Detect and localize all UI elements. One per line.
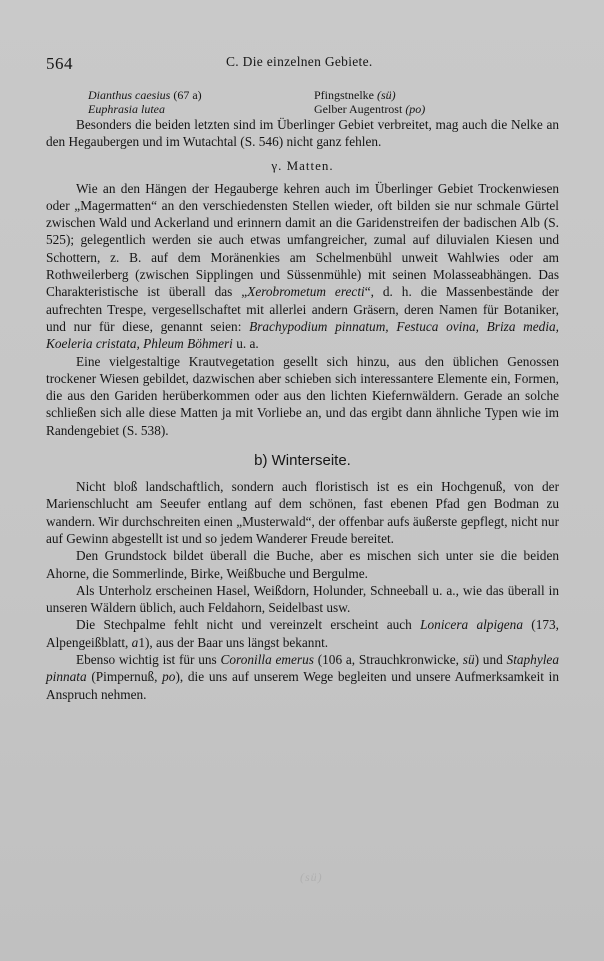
species-common-name: Gelber Augentrost xyxy=(314,102,406,116)
running-head: C. Die einzelnen Gebiete. xyxy=(226,54,373,69)
section-heading-winterseite: b) Winterseite. xyxy=(254,452,351,470)
species-region: (po) xyxy=(405,102,426,116)
bleed-through-text: (sü) xyxy=(300,870,323,884)
species-latin-name: Euphrasia lutea xyxy=(88,102,165,116)
species-ref: (67 a) xyxy=(170,88,202,102)
page-number: 564 xyxy=(46,54,73,73)
page-body xyxy=(46,88,559,703)
winterseite-paragraph-1: Nicht bloß landschaftlich, sondern auch floristisch ist es ein Hochgenuß, von der Marienschlucht am Seeufer entlang auf dem schönen, fast ebenen Pfad gen Bodman zu wandern. Wir durchschreiten einen „Musterwald“, der offenbar aufs äußerste gepflegt, nicht nur auf Gewinn abgestellt ist und so jedem Wanderer Freude bereitet. xyxy=(46,479,559,546)
species-latin-name: Dianthus caesius xyxy=(88,88,171,102)
species-list xyxy=(88,88,559,116)
species-region: (sü) xyxy=(377,88,396,102)
subsection-heading-matten: γ. Matten. xyxy=(271,157,334,173)
species-row xyxy=(88,88,559,102)
winterseite-paragraph-5: Ebenso wichtig ist für uns Coronilla emerus (106 a, Strauchkronwicke, sü) und Staphylea pinnata (Pimpernuß, po), die uns auf unserem Wege begleiten und unsere Aufmerksamkeit in Anspruch nehmen. xyxy=(46,652,559,702)
page-header xyxy=(46,52,566,78)
species-row xyxy=(88,102,559,116)
winterseite-paragraph-2: Den Grundstock bildet überall die Buche, aber es mischen sich unter sie die beiden Ahorne, die Sommerlinde, Birke, Weißbuche und Bergulme. xyxy=(46,548,559,581)
matten-paragraph-2: Eine vielgestaltige Krautvegetation gesellt sich hinzu, aus den üblichen Genossen trockener Wiesen gebildet, dazwischen aber schieben sich interessantere Elemente ein, Formen, die aus den Gariden herüberkommen oder aus den lichten Kiefernwäldern. Gerade an solche schließen sich alle diese Matten ja mit Vorliebe an, und das ergibt dann ähnliche Typen wie im Randengebiet (S. 538). xyxy=(46,353,559,438)
intro-paragraph: Besonders die beiden letzten sind im Überlinger Gebiet verbreitet, mag auch die Nelke an den Hegaubergen und im Wutachtal (S. 546) nicht ganz fehlen. xyxy=(46,117,559,150)
winterseite-paragraph-4: Die Stechpalme fehlt nicht und vereinzelt erscheint auch Lonicera alpigena (173, Alpengeißblatt, a1), aus der Baar uns längst bekannt. xyxy=(46,617,559,650)
species-common-name: Pfingstnelke xyxy=(314,88,377,102)
matten-paragraph-1: Wie an den Hängen der Hegauberge kehren auch im Überlinger Gebiet Trockenwiesen oder „Magermatten“ an den verschiedensten Stellen wieder, oft bilden sie nur schmale Gürtel zwischen Wald und Ackerland und erinnern damit an die Garidenstreifen der badischen Alb (S. 525); gelegentlich werden sie auch etwas umfangreicher, zumal auf diluvialen Kiesen und Schottern, z. B. auf dem Moränenkies am Schelmenbühl unweit Wahlwies oder am Rothweilerberg (zwischen Sipplingen und Süssenmühle) mit seinen Molasseabhängen. Das Charakteristische ist überall das „Xerobrometum erecti“, d. h. die Massenbestände der aufrechten Trespe, vergesellschaftet mit allerlei andern Gräsern, deren Namen für Botaniker, und nur für diese, genannt seien: Brachypodium pinnatum, Festuca ovina, Briza media, Koeleria cristata, Phleum Böhmeri u. a. xyxy=(46,180,559,352)
winterseite-paragraph-3: Als Unterholz erscheinen Hasel, Weißdorn, Holunder, Schneeball u. a., wie das überall in unseren Wäldern üblich, auch Feldahorn, Seidelbast usw. xyxy=(46,582,559,616)
